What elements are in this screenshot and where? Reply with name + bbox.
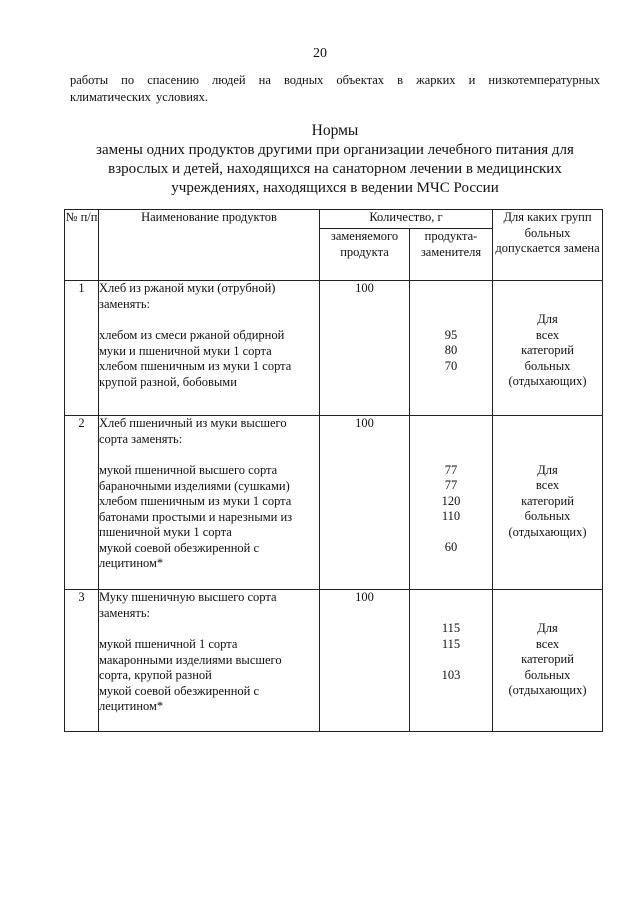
replaced-quantity: 100: [320, 416, 410, 590]
substitute-product-line: макаронными изделиями высшего: [99, 652, 282, 667]
base-product-line: заменять:: [99, 296, 151, 311]
substitute-product-line: крупой разной, бобовыми: [99, 374, 237, 389]
header-row-top: [65, 210, 603, 229]
substitute-product-line: батонами простыми и нарезными из: [99, 509, 293, 524]
substitute-quantity: 60: [444, 540, 458, 554]
group-line: (отдыхающих): [508, 683, 587, 697]
base-product-line: Муку пшеничную высшего сорта: [99, 590, 277, 604]
group-line: категорий: [521, 493, 574, 508]
product-names: [99, 281, 320, 416]
substitute-product-line: мукой пшеничной 1 сорта: [99, 637, 238, 651]
substitute-quantity: 80: [444, 343, 458, 357]
substitute-quantity: 103: [441, 667, 461, 682]
substitute-product-line: лецитином*: [99, 556, 164, 570]
substitute-quantity: 115: [441, 636, 461, 651]
substitution-norms-table: [64, 209, 603, 732]
group-line: всех: [535, 636, 560, 651]
product-names: [99, 590, 320, 732]
patient-group: [493, 416, 603, 590]
substitute-product-line: мукой соевой обезжиренной с: [99, 540, 260, 555]
document-heading: Нормы: [311, 122, 359, 139]
header-num: № п/п: [65, 210, 99, 281]
base-product-line: Хлеб из ржаной муки (отрубной): [99, 281, 276, 295]
header-patient-groups: Для каких групп больных допускается замена: [493, 210, 603, 281]
group-line: (отдыхающих): [508, 524, 587, 539]
group-line: категорий: [521, 652, 574, 666]
patient-group: [493, 590, 603, 732]
header-replaced-product: заменяемого продукта: [320, 229, 410, 281]
document-title-block: [70, 121, 600, 198]
group-line: всех: [535, 478, 560, 492]
table-row: [65, 416, 603, 590]
table-row: [65, 590, 603, 732]
group-line: всех: [535, 327, 560, 342]
group-line: категорий: [521, 343, 574, 357]
base-product-line: заменять:: [99, 605, 151, 620]
substitute-quantities: [410, 590, 493, 732]
replaced-quantity: 100: [320, 590, 410, 732]
intro-paragraph: работы по спасению людей на водных объектах в жарких и низкотемпературных климатических условиях.: [70, 73, 600, 104]
substitute-product-line: мукой соевой обезжиренной с: [99, 683, 260, 698]
table-row: [65, 281, 603, 416]
substitute-quantities: [410, 416, 493, 590]
header-product-name: Наименование продуктов: [99, 210, 320, 281]
base-product-line: сорта заменять:: [99, 431, 183, 446]
substitute-product-line: хлебом пшеничным из муки 1 сорта: [99, 494, 292, 508]
base-product-line: Хлеб пшеничный из муки высшего: [99, 416, 287, 430]
product-names: [99, 416, 320, 590]
group-line: больных: [524, 358, 571, 373]
substitute-product-line: бараночными изделиями (сушками): [99, 478, 290, 493]
row-number: 3: [65, 590, 99, 732]
substitute-product-line: хлебом пшеничным из муки 1 сорта: [99, 359, 292, 373]
substitute-product-line: муки и пшеничной муки 1 сорта: [99, 343, 272, 358]
substitute-quantity: 110: [441, 509, 461, 523]
page-number: 20: [313, 46, 327, 61]
substitute-product-line: хлебом из смеси ржаной обдирной: [99, 328, 285, 342]
substitute-product-line: мукой пшеничной высшего сорта: [99, 463, 278, 477]
group-line: Для: [537, 312, 558, 326]
patient-group: [493, 281, 603, 416]
substitute-quantity: 115: [441, 621, 461, 635]
group-line: больных: [524, 667, 571, 682]
row-number: 1: [65, 281, 99, 416]
substitute-quantity: 120: [441, 493, 461, 508]
replaced-quantity: 100: [320, 281, 410, 416]
substitute-quantities: [410, 281, 493, 416]
group-line: (отдыхающих): [508, 374, 587, 388]
substitute-quantity: 95: [444, 327, 458, 342]
header-substitute-product: продукта-заменителя: [410, 229, 493, 281]
document-subtitle: замены одних продуктов другими при организации лечебного питания для взрослых и детей, находящихся на санаторном лечении в медицинских учреждениях, находящихся в ведении МЧС России: [96, 142, 574, 196]
group-line: Для: [537, 462, 558, 477]
substitute-quantity: 77: [444, 478, 458, 492]
group-line: больных: [524, 509, 571, 523]
group-line: Для: [537, 621, 558, 635]
substitute-product-line: пшеничной муки 1 сорта: [99, 525, 232, 539]
row-number: 2: [65, 416, 99, 590]
substitute-product-line: лецитином*: [99, 699, 164, 713]
substitute-quantity: 70: [444, 358, 458, 373]
substitute-quantity: 77: [444, 462, 458, 477]
substitute-product-line: сорта, крупой разной: [99, 668, 212, 682]
header-quantity: Количество, г: [320, 210, 493, 229]
